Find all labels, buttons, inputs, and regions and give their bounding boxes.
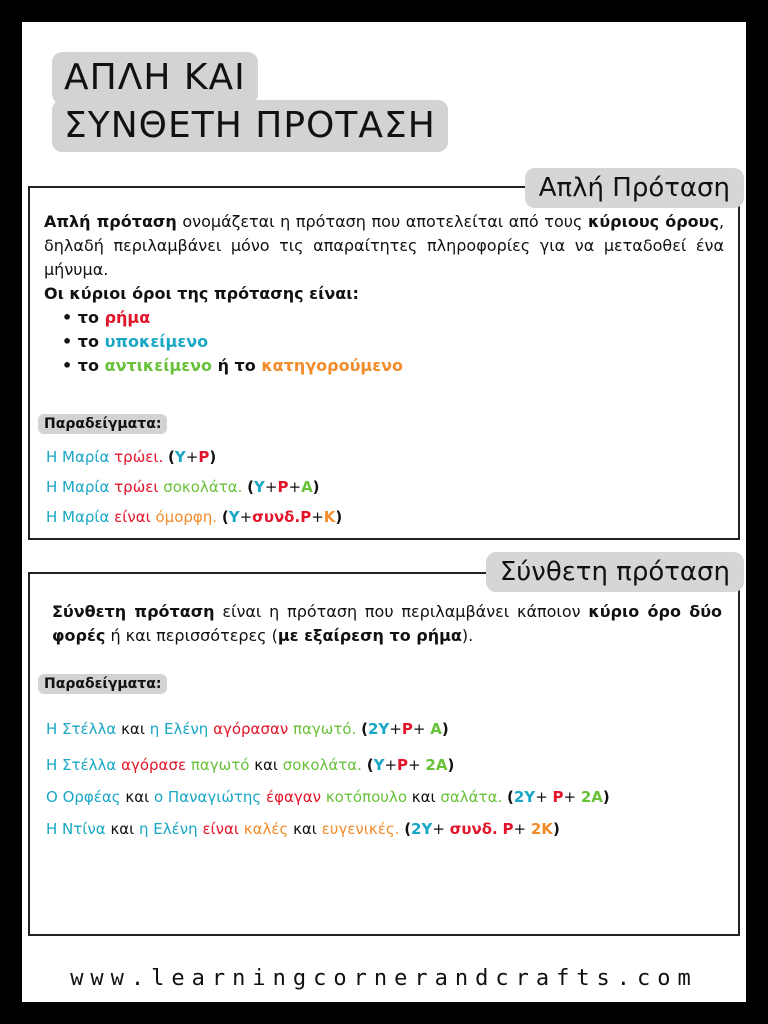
ex-formula-predicate: K [323,508,336,526]
ex-formula-plus: + [412,720,431,738]
page-title [52,50,472,168]
ex-object: κοτόπουλο [325,788,407,806]
ex-object: σοκολάτα. [163,478,243,496]
ex-subject: Η Ντίνα [46,820,106,838]
ex-verb: είναι [202,820,239,838]
ex-subject: η Ελένη [139,820,198,838]
ex-formula-object: A [301,478,313,496]
ex-subject: ο Παναγιώτης [153,788,262,806]
ex-formula-subject: Y [254,478,265,496]
ex-predicate: καλές [243,820,289,838]
ex-formula-close: ) [209,448,217,466]
ex-formula-object: 2A [425,756,448,774]
example-sentence [46,720,449,738]
ex-object: σαλάτα. [440,788,503,806]
ex-subject: Η Στέλλα [46,756,117,774]
term-simple-sentence: Απλή πρόταση [44,212,177,231]
ex-conjunction: και [293,820,317,838]
ex-formula-plus: + [384,756,398,774]
definition-text-end: , δηλαδή περιλαμβάνει μόνο τις απαραίτητες πληροφορίες για να μεταδοθεί ένα μήνυμα. [44,212,725,279]
ex-formula-subject: 2Y [513,788,536,806]
main-terms-heading: Οι κύριοι όροι της πρότασης είναι: [44,284,359,303]
compound-sentence-heading: Σύνθετη πρόταση [486,552,744,592]
ex-formula-close: ) [335,508,343,526]
example-sentence [46,448,216,466]
ex-conjunction: και [254,756,279,774]
term-twice: κύριο όρο δύο φορές [52,602,723,645]
ex-formula-verb: P [552,788,564,806]
ex-formula-object: A [430,720,442,738]
ex-formula-close: ) [441,720,449,738]
title-line-2: ΣΥΝΘΕΤΗ ΠΡΟΤΑΣΗ [52,100,448,152]
compound-definition [52,600,722,648]
list-item: • το αντικείμενο ή το κατηγορούμενο [62,356,403,375]
ex-formula-plus: + [513,820,531,838]
ex-verb: είναι [114,508,151,526]
ex-formula-plus: + [311,508,324,526]
ex-formula-verb: P [502,820,514,838]
ex-formula-plus: + [389,720,402,738]
bullet-prefix: το [77,356,105,375]
ex-formula-open: ( [366,756,374,774]
ex-conjunction: και [110,820,135,838]
ex-object: παγωτό. [293,720,357,738]
ex-formula-close: ) [447,756,455,774]
examples-label: Παραδείγματα: [38,414,167,434]
footer-url: www.learningcornerandcrafts.com [70,966,698,991]
ex-formula-plus: + [408,756,426,774]
ex-formula-open: ( [168,448,175,466]
ex-formula-verb: P [300,508,312,526]
ex-verb: έφαγαν [266,788,322,806]
main-terms-list [62,306,403,378]
worksheet-page [22,22,746,1002]
compound-sentence-box [28,557,740,936]
list-item: • το υποκείμενο [62,332,209,351]
ex-subject: η Ελένη [149,720,209,738]
simple-sentence-box [28,173,740,540]
ex-verb: αγόρασε [121,756,187,774]
ex-conjunction: και [411,788,436,806]
bullet-term-subject: υποκείμενο [104,332,209,351]
ex-subject: Η Μαρία [46,448,110,466]
ex-formula-predicate: 2K [530,820,553,838]
term-main-terms: κύριους όρους [587,212,719,231]
ex-formula-open: ( [404,820,412,838]
ex-formula-verb: P [401,720,413,738]
ex-subject: Η Μαρία [46,508,110,526]
bullet-term-object: αντικείμενο [104,356,212,375]
ex-formula-subject: Y [373,756,385,774]
list-item: • το ρήμα [62,308,151,327]
bullet-term-verb: ρήμα [104,308,151,327]
ex-formula-plus: + [432,820,450,838]
ex-subject: Ο Ορφέας [46,788,121,806]
example-sentence [46,756,454,774]
ex-verb: τρώει [114,478,159,496]
ex-verb: αγόρασαν [213,720,289,738]
example-sentence [46,478,320,496]
ex-formula-verb: P [198,448,210,466]
ex-predicate: όμορφη. [155,508,218,526]
ex-subject: Η Στέλλα [46,720,117,738]
ex-formula-linking-verb: συνδ. [252,508,301,526]
ex-formula-plus: + [563,788,581,806]
ex-object: σοκολάτα. [282,756,362,774]
ex-formula-open: ( [221,508,229,526]
ex-formula-plus: + [535,788,553,806]
examples-label: Παραδείγματα: [38,674,167,694]
bullet-prefix: το [77,308,105,327]
bullet-term-predicate: κατηγορούμενο [261,356,403,375]
ex-formula-linking-verb: συνδ. [449,820,498,838]
ex-subject: Η Μαρία [46,478,110,496]
ex-formula-plus: + [264,478,278,496]
ex-object: παγωτό [190,756,250,774]
ex-formula-verb: P [397,756,409,774]
bullet-prefix: το [77,332,105,351]
ex-predicate: ευγενικές. [321,820,400,838]
ex-formula-plus: + [239,508,253,526]
ex-formula-plus: + [288,478,302,496]
bullet-connector: ή το [212,356,262,375]
definition-text: ονομάζεται η πρόταση που αποτελείται από τους [176,212,588,231]
definition-text-mid: ή και περισσότερες ( [105,626,278,645]
definition-text: είναι η πρόταση που περιλαμβάνει κάποιον [214,602,589,621]
ex-formula-object: 2A [580,788,603,806]
ex-formula-subject: Y [174,448,186,466]
ex-conjunction: και [125,788,150,806]
simple-sentence-heading: Απλή Πρόταση [525,168,744,208]
simple-definition [44,210,724,282]
ex-formula-close: ) [312,478,320,496]
ex-formula-close: ) [602,788,610,806]
ex-formula-open: ( [507,788,514,806]
definition-text-end: ). [461,626,474,645]
ex-formula-plus: + [185,448,199,466]
ex-conjunction: και [121,720,145,738]
ex-formula-verb: P [277,478,289,496]
example-sentence [46,788,610,806]
ex-formula-open: ( [247,478,255,496]
ex-formula-open: ( [361,720,368,738]
example-sentence [46,820,560,838]
ex-verb: τρώει. [114,448,164,466]
term-exception: με εξαίρεση το ρήμα [277,626,462,645]
example-sentence [46,508,342,526]
ex-formula-subject: Y [228,508,240,526]
title-line-1: ΑΠΛΗ ΚΑΙ [52,52,258,104]
ex-formula-subject: 2Y [411,820,433,838]
ex-formula-subject: 2Y [367,720,390,738]
term-compound-sentence: Σύνθετη πρόταση [52,602,215,621]
ex-formula-close: ) [552,820,560,838]
